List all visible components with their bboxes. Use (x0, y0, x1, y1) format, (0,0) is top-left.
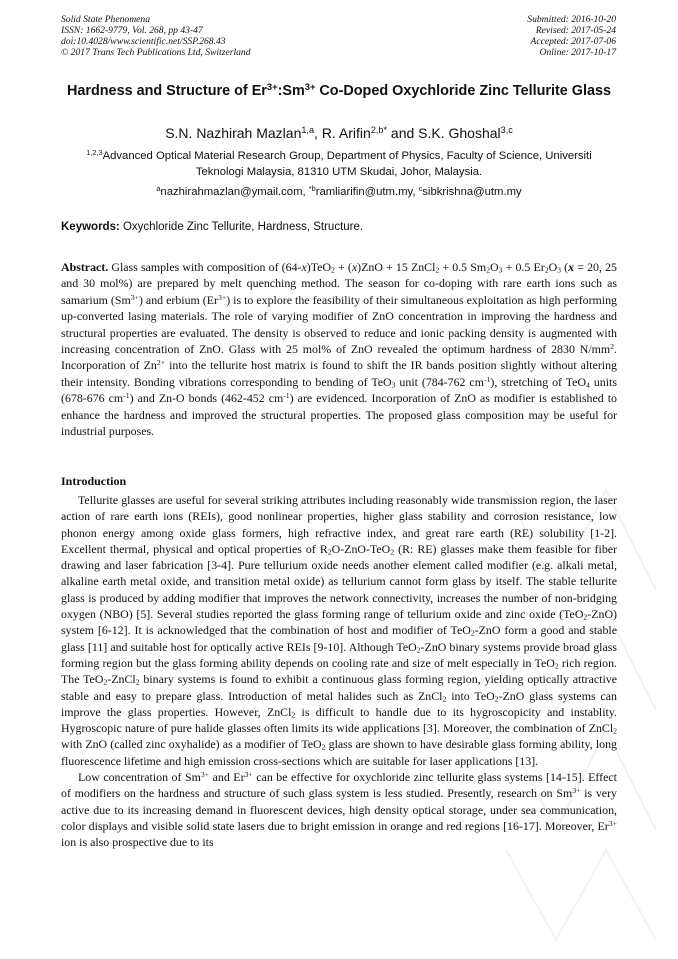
author-2: R. Arifin (321, 125, 371, 141)
publication-dates (527, 14, 616, 58)
author-3: S.K. Ghoshal (418, 125, 501, 141)
paragraph: Tellurite glasses are useful for several striking attributes including reasonably wide transmission region, the laser action of rare earth ions (REIs), good nonlinear properties, higher glass stability and corrosion resistance, low phonon energy among oxide glass formers, high refractive index, and great rare earth (RE) solubility [1-2]. Excellent thermal, physical and optical properties of $R_2O-ZnO-TeO_2$ (R: RE) glasses make them feasible for fiber drawing and laser fabrication [3-4]. Pure tellurium oxide needs another element called modifier (e.g. alkali metal, alkaline earth metal oxide, and transition metal oxide) as tellurium cannot form glass by itself. The stable tellurite glass is produced by adding modifier that improves the network connectivity, increases the number of non-bridging oxygen (NBO) [5]. Several studies reported the glass forming range of tellurium oxide and zinc oxide (TeO$_2$-ZnO) system [6-12]. It is acknowledged that the combination of host and modifier of TeO$_2$-ZnO form a good and stable glass [11] and suitable host for optically active REIs [9-10]. Although TeO$_2$-ZnO binary systems provide broad glass forming region but the glass forming ability depends on cooling rate and size of melt especially in TeO$_2$ rich region. The TeO$_2$-ZnCl$_2$ binary systems is found to exhibit a continuous glass forming region, yielding optically attractive stable and easy to prepare glass. Introduction of metal halides such as ZnCl$_2$ into TeO$_2$-ZnO glass systems can improve the glass properties. However, ZnCl$_2$ is difficult to handle due to its hygroscopicity and instablity. Hygroscopic nature of pure halide glasses often limits its wide applications [3]. Moreover, the combination of ZnCl$_2$ with ZnO (called zinc oxyhalide) as a modifier of TeO$_2$ glass are shown to have desirable glass forming ability, long fluorescence lifetime and high emission cross-sections which are suitable for laser applications [13]. (61, 493, 618, 768)
email-c[interactable]: sibkrishna@utm.my (422, 186, 522, 198)
paragraph: Low concentration of $Sm^{3+}$ and $Er^{3+}$ can be effective for oxychloride zinc tellurite glass systems [14-15]. Effect of modifiers on the hardness and structure of such glass system is less studied. Presently, research on $Sm^{3+}$ is very active due to its increasing demand in fluorescent devices, high density optical storage, under sea communication, color displays and visible solid state lasers due to bright emission in orange and red regions [16-17]. Moreover, $Er^{3+}$ ion is also prospective due to its (61, 769, 617, 850)
abstract-label: Abstract. (61, 260, 109, 274)
author-emails: $^a$nazhirahmazlan@ymail.com, $^{*b}$ramliarifin@utm.my, $^c$sibkrishna@utm.my (156, 183, 522, 198)
affiliation: $^{1,2,3}$Advanced Optical Material Research Group, Department of Physics, Faculty of Science, Universiti Teknologi Malaysia, 81310 UTM Skudai, Johor, Malaysia. (86, 147, 592, 178)
section-heading-introduction: Introduction (61, 474, 127, 488)
author-list: S.N. Nazhirah Mazlan$^{1,a}$, R. Arifin$^{2,b*}$ and S.K. Ghoshal$^{3,c}$ (165, 125, 513, 141)
keywords-text: Oxychloride Zinc Tellurite, Hardness, Structure. (119, 221, 364, 233)
watermark-pattern (496, 470, 676, 950)
author-1: S.N. Nazhirah Mazlan (165, 125, 302, 141)
submitted-date: Submitted: 2016-10-20 (527, 14, 616, 25)
revised-date: Revised: 2017-05-24 (535, 25, 616, 36)
journal-name: Solid State Phenomena (61, 14, 150, 25)
email-a[interactable]: nazhirahmazlan@ymail.com (160, 186, 303, 198)
keywords (61, 220, 617, 235)
paper-title: Hardness and Structure of $Er^{3+}:Sm^{3+}$ Co-Doped Oxychloride Zinc Tellurite Glass (66, 81, 612, 99)
keywords-label: Keywords: (61, 221, 120, 233)
doi: doi:10.4028/www.scientific.net/SSP.268.43 (61, 36, 226, 47)
journal-info (61, 14, 251, 58)
copyright: © 2017 Trans Tech Publications Ltd, Switzerland (61, 47, 251, 58)
accepted-date: Accepted: 2017-07-06 (530, 36, 616, 47)
abstract: Abstract. Glass samples with composition of (64-x)TeO$_2$ + (x)ZnO + 15 ZnCl$_2$ + 0.5 $Sm_2O_3 + 0.5$ $Er_2O_3$ (x = 20, 25 and 30 mol%) are prepared by melt quenching method. The season for co-doping with rare earth ions such as samarium $(Sm^{3+})$ and erbium $(Er^{3+})$ is to explore the feasibility of their simultaneous exploitation as high performing up-converted lasing materials. The role of varying modifier of ZnO concentration in improving the hardness and structural properties are evaluated. The density is observed to reduce and ionic packing density is augmented with increasing concentration of ZnO. Glass with 25 mol% of ZnO revealed the optimum hardness of 2830 $N/mm^2$. Incorporation of $Zn^{2+}$ into the tellurite host matrix is found to shift the IR bands position slightly without altering their intensity. Bonding vibrations corresponding to bending of TeO$_3$ unit (784-762 $cm^{-1}$), stretching of TeO$_4$ units (678-676 $cm^{-1}$) and Zn-O bonds (462-452 $cm^{-1}$) are evidenced. Incorporation of ZnO as modifier is established to enhance the hardness and improved the structural properties. The proposed glass composition may be useful for industrial purposes. (61, 260, 618, 439)
online-date: Online: 2017-10-17 (539, 47, 616, 58)
email-b[interactable]: ramliarifin@utm.my (315, 186, 413, 198)
issn-volume: ISSN: 1662-9779, Vol. 268, pp 43-47 (61, 25, 203, 36)
